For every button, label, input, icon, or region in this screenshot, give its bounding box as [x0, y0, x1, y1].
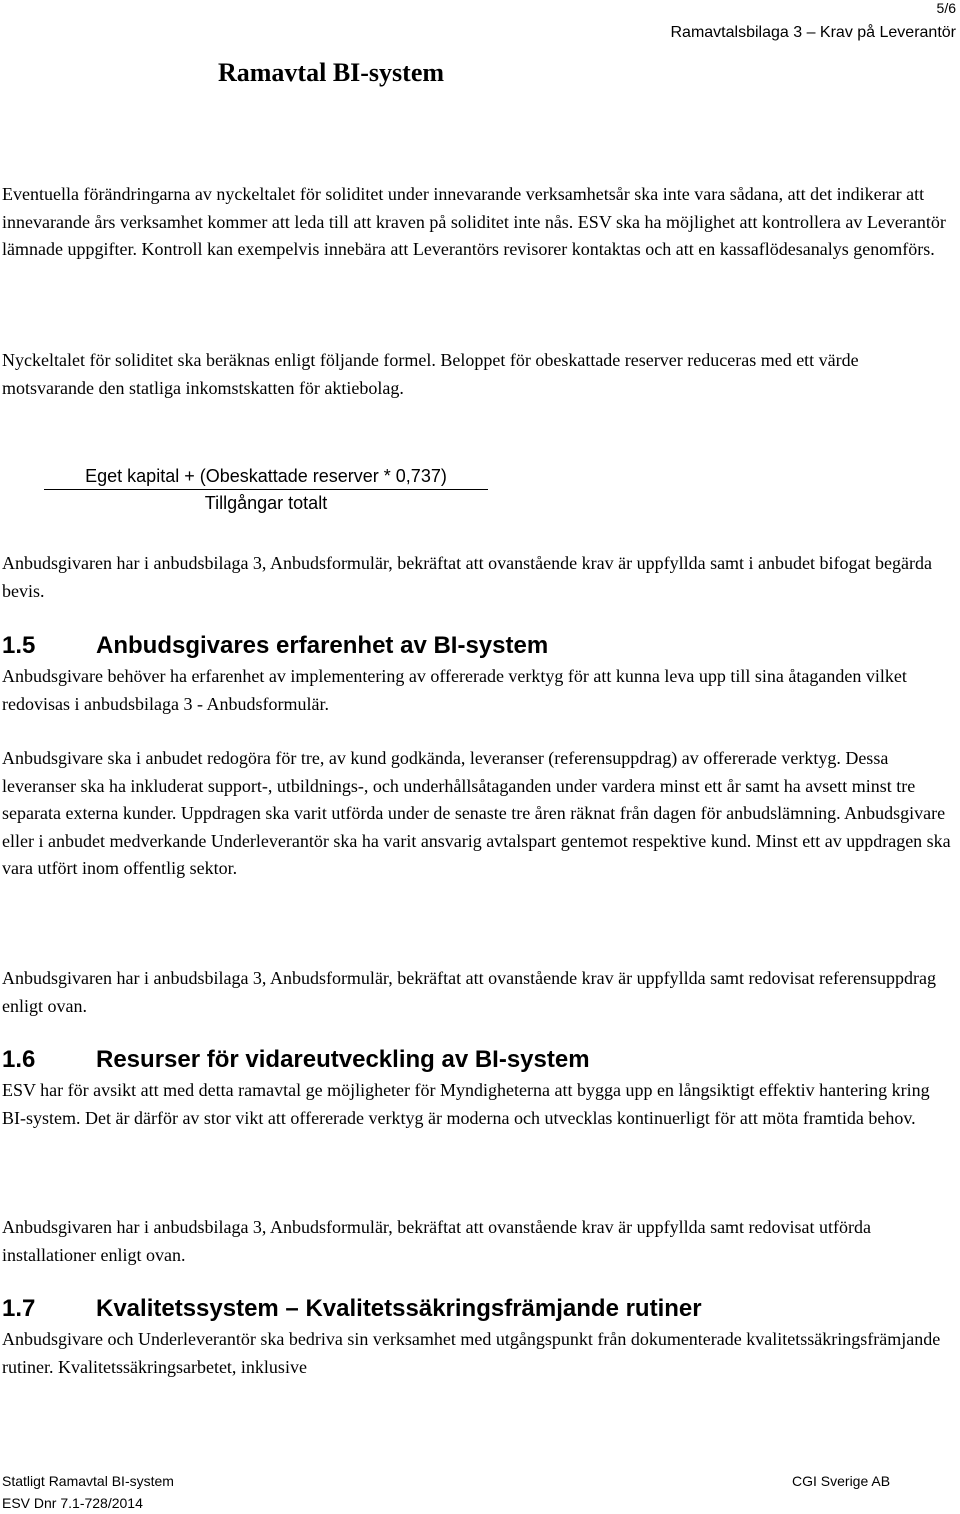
formula-denominator: Tillgångar totalt — [204, 493, 328, 513]
paragraph-reference-assignments: Anbudsgivare ska i anbudet redogöra för tre, av kund godkända, leveranser (referensuppdrag) av offererade verktyg. Dessa leveranser ska ha inkluderat support-, utbildnings-, och underhållsåtaganden under vardera minst ett år samt ha avsett minst tre separata externa kunder. Uppdragen ska varit utförda under de senaste tre åren räknat från dagen för anbudslämning. Anbudsgivare eller i anbudet medverkande Underleverantör ska ha varit ansvarig avtalspart gentemot respektive kund. Minst ett av uppdragen ska vara utfört inom offentlig sektor. — [2, 748, 951, 878]
paragraph-experience-requirement: Anbudsgivare behöver ha erfarenhet av implementering av offererade verktyg för att kunna leva upp till sina åtaganden vilket redovisas i anbudsbilaga 3 - Anbudsformulär. — [2, 666, 907, 714]
footer-agreement-name: Statligt Ramavtal BI-system — [2, 1473, 174, 1489]
paragraph-confirmation: Anbudsgivaren har i anbudsbilaga 3, Anbudsformulär, bekräftat att ovanstående krav är uppfyllda samt i anbudet bifogat begärda bevis. — [2, 553, 932, 601]
paragraph-confirmation-references: Anbudsgivaren har i anbudsbilaga 3, Anbudsformulär, bekräftat att ovanstående krav är uppfyllda samt redovisat referensuppdrag enligt ovan. — [2, 968, 936, 1016]
footer-left — [2, 1470, 174, 1514]
paragraph-soliditet-changes: Eventuella förändringarna av nyckeltalet för soliditet under innevarande verksamhetsår ska inte vara sådana, att det indikerar att innevarande års verksamhet kommer att leda till att kraven på soliditet inte nås. ESV ska ha möjlighet att kontrollera av Leverantör lämnade uppgifter. Kontroll kan exempelvis innebära att Leverantörs revisorer kontaktas och att en kassaflödesanalys genomförs. — [2, 184, 946, 259]
page-number: 5/6 — [936, 0, 956, 16]
paragraph-quality-routines: Anbudsgivare och Underleverantör ska bedriva sin verksamhet med utgångspunkt från dokumenterade kvalitetssäkringsfrämjande rutiner. Kvalitetssäkringsarbetet, inklusive — [2, 1329, 941, 1377]
section-number: 1.6 — [2, 1046, 36, 1073]
soliditet-formula — [44, 464, 488, 516]
section-number: 1.5 — [2, 632, 36, 659]
section-title: Anbudsgivares erfarenhet av BI-system — [96, 632, 549, 659]
footer-company-name: CGI Sverige AB — [792, 1473, 891, 1489]
section-title: Kvalitetssystem – Kvalitetssäkringsfrämjande rutiner — [96, 1295, 702, 1322]
section-heading-1-6 — [2, 1046, 590, 1074]
paragraph-development-resources: ESV har för avsikt att med detta ramavtal ge möjligheter för Myndigheterna att bygga upp en långsiktigt effektiv hantering kring BI-system. Det är därför av stor vikt att offererade verktyg är moderna och utvecklas kontinuerligt för att möta framtida behov. — [2, 1080, 930, 1128]
section-heading-1-7 — [2, 1295, 702, 1323]
paragraph-confirmation-installations: Anbudsgivaren har i anbudsbilaga 3, Anbudsformulär, bekräftat att ovanstående krav är uppfyllda samt redovisat utförda installationer enligt ovan. — [2, 1217, 872, 1265]
section-number: 1.7 — [2, 1295, 36, 1322]
section-heading-1-5 — [2, 632, 548, 660]
document-reference: Ramavtalsbilaga 3 – Krav på Leverantör — [670, 24, 956, 41]
section-title: Resurser för vidareutveckling av BI-system — [96, 1046, 590, 1073]
paragraph-formula-intro: Nyckeltalet för soliditet ska beräknas enligt följande formel. Beloppet för obeskattade reserver reduceras med ett värde motsvarande den statliga inkomstskatten för aktiebolag. — [2, 350, 859, 398]
footer-registration-number: ESV Dnr 7.1-728/2014 — [2, 1495, 143, 1511]
document-title: Ramavtal BI-system — [218, 58, 445, 87]
formula-numerator: Eget kapital + (Obeskattade reserver * 0,737) — [44, 464, 488, 490]
